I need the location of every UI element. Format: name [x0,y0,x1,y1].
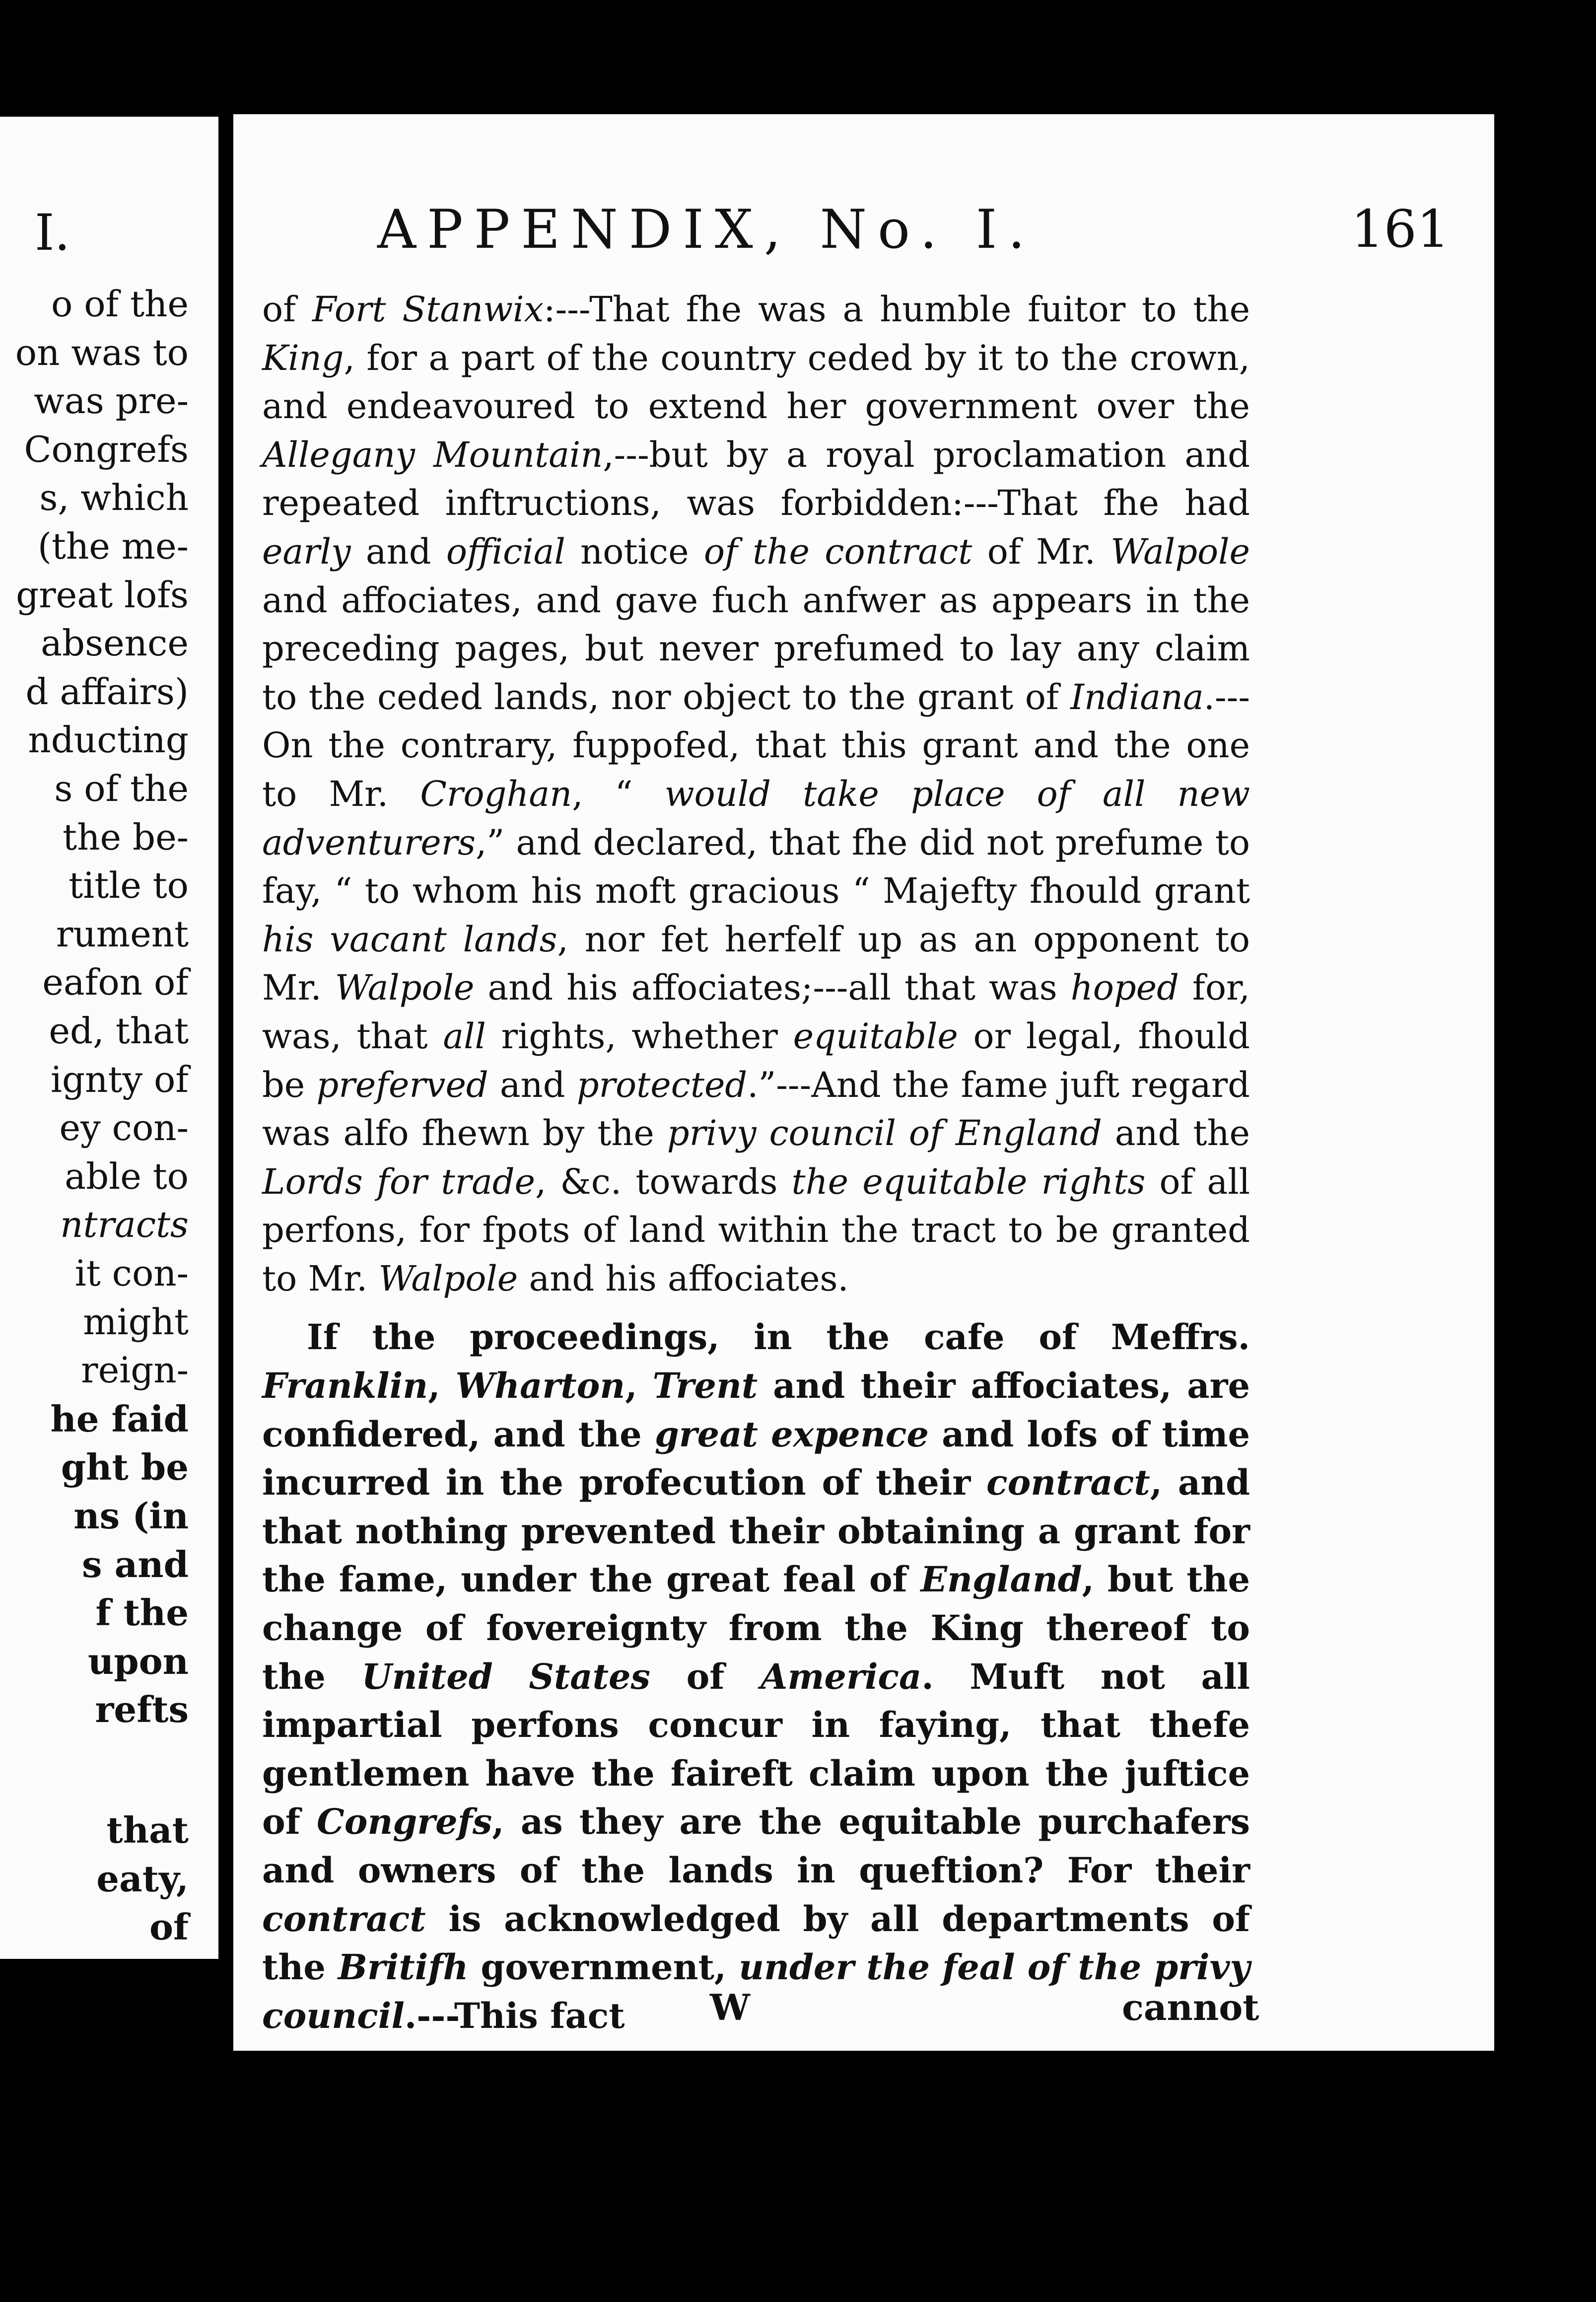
left-page-line: d affairs) [25,670,189,713]
italic-run: early [262,531,351,572]
left-page-line: reign- [81,1349,189,1391]
left-page-line: s of the [54,768,189,809]
italic-run: England [920,1559,1082,1600]
italic-run: Croghan [420,773,572,814]
text-run: of [650,1655,761,1697]
italic-run: all [443,1015,486,1057]
italic-run: his vacant lands [262,919,557,960]
text-run: or legal, fhould be [262,1015,1250,1105]
paragraph-2 [262,1313,1250,2040]
italic-run: contract [986,1462,1150,1504]
text-run: , as they are the equitable purchafers and owners of the lands in queftion? For their [262,1801,1250,1891]
text-run: of all perfons, for fpots of land within the tract to be granted to Mr. [262,1161,1250,1299]
left-page-fragment [0,117,218,1959]
text-run: , nor fet herfelf up as an opponent to Mr. [262,919,1250,1008]
text-run: of [262,289,312,330]
text-run: and affociates, and gave fuch anfwer as appears in the preceding pages, but never prefumed to lay any claim to the ceded lands, nor object to the grant of [262,579,1250,718]
left-page-number: I. [35,204,70,262]
left-page-line: ntracts [60,1204,189,1246]
italic-run: of the contract [703,531,972,572]
italic-run: King [262,337,344,378]
italic-run: hoped [1070,967,1179,1008]
left-page-line: upon [87,1640,189,1682]
left-page-line: s, which [39,477,189,519]
left-page-line: s and [82,1543,189,1585]
left-page-line: rument [56,913,189,955]
left-page-line: (the me- [37,525,189,567]
italic-run: Trent [652,1365,758,1407]
italic-run: would take place of all new adventurers [262,773,1250,863]
left-page-line: ed, that [49,1010,189,1052]
italic-run: Indiana [1070,676,1204,718]
text-run: for, was, that [262,967,1250,1057]
text-run: and [350,531,446,572]
left-page-line: nducting [28,719,189,761]
text-run: , [625,1365,653,1407]
text-run: and lofs of time incurred in the profecution of their [262,1413,1250,1504]
left-page-line: it con- [74,1252,189,1294]
italic-run: privy council of England [667,1113,1102,1154]
text-run: ,” and declared, that fhe did not prefume to fay, “ to whom his moft gracious “ Majefty fhould grant [262,822,1250,912]
italic-run: America [761,1655,922,1697]
text-run: and their affociates, are confidered, and the [262,1365,1250,1455]
text-run: ,---but by a royal proclamation and repeated inftructions, was forbidden:---That fhe had [262,434,1250,524]
italic-run: official [446,531,565,572]
italic-run: Walpole [378,1258,518,1299]
text-run: , [428,1365,456,1407]
italic-run: United States [361,1655,650,1697]
left-page-line: was pre- [34,380,189,422]
body-text [262,286,1250,2040]
catchword: cannot [1122,1986,1259,2028]
left-page-line: great lofs [16,574,189,616]
text-run: , but the change of fovereignty from the King thereof to the [262,1559,1250,1697]
left-page-line: of [149,1906,189,1948]
running-header [233,199,1494,263]
signature-mark: W [710,1986,750,2028]
left-page-line: the be- [63,816,189,858]
page-number: 161 [1351,199,1450,259]
text-run: notice [565,531,704,572]
main-page [233,114,1494,2051]
paragraph-1 [262,286,1250,1303]
text-run: , and that nothing prevented their obtaining a grant for the fame, under the great feal of [262,1462,1250,1600]
italic-run: preferved [316,1064,488,1105]
left-page-line: ignty of [51,1058,189,1100]
left-page-line: Congrefs [24,428,189,470]
left-page-line: ght be [61,1446,189,1489]
italic-run: Lords for trade [262,1161,536,1202]
running-title: APPENDIX, No. I. [377,199,1036,261]
left-page-line: o of the [51,283,189,325]
text-run: If the proceedings, in the cafe of Meffrs. [307,1316,1250,1358]
text-run: , &c. towards [535,1161,792,1202]
text-run: . Muft not all impartial perfons concur in faying, that thefe gentlemen have the faireft claim upon the juftice of [262,1655,1250,1843]
text-run: :---That fhe was a humble fuitor to the [544,289,1250,330]
italic-run: Britifh [338,1946,469,1988]
text-run: rights, whether [486,1015,793,1057]
left-page-line: ns (in [73,1495,189,1537]
italic-run: Franklin [262,1365,428,1407]
text-run: and his affociates. [518,1258,849,1299]
left-page-line: eaty, [96,1857,189,1900]
italic-run: Congrefs [317,1801,492,1843]
italic-run: the equitable rights [791,1161,1146,1202]
italic-run: Walpole [1110,531,1250,572]
left-page-line: f the [95,1591,189,1634]
italic-run: Wharton [455,1365,625,1407]
left-page-line: eafon of [42,961,189,1004]
text-run: and the [1102,1113,1250,1154]
italic-run: protected [576,1064,748,1105]
left-page-line: he faid [50,1397,189,1440]
left-page-line: refts [95,1688,189,1731]
text-run: .---This fact [404,1995,625,2036]
italic-run: Fort Stanwix [312,289,544,330]
italic-run: Walpole [335,967,475,1008]
text-run: , for a part of the country ceded by it to the crown, and endeavoured to extend her government over the [262,337,1250,427]
left-page-line: on was to [15,331,189,373]
left-page-line: absence [41,622,189,664]
italic-run: Allegany Mountain [262,434,603,475]
left-page-line: ey con- [59,1107,189,1149]
text-run: .”---And the fame juft regard was alfo fhewn by the [262,1064,1250,1154]
text-run: government, [468,1946,739,1988]
page-gutter [218,104,233,2031]
left-page-line: might [83,1300,189,1343]
left-page-line: title to [69,864,189,907]
italic-run: equitable [793,1015,958,1057]
italic-run: under the feal of the privy council [262,1946,1250,2036]
text-run: , “ [572,773,665,814]
left-page-line: able to [65,1155,189,1197]
left-page-line: that [106,1809,189,1851]
scan-border [1494,0,1596,2302]
text-run: and [488,1064,577,1105]
text-run: is acknowledged by all departments of the [262,1898,1250,1988]
italic-run: contract [262,1898,426,1940]
text-run: of Mr. [972,531,1111,572]
text-run: and his affociates;---all that was [474,967,1071,1008]
italic-run: great expence [654,1413,929,1455]
text-run: .---On the contrary, fuppofed, that this grant and the one to Mr. [262,676,1250,814]
